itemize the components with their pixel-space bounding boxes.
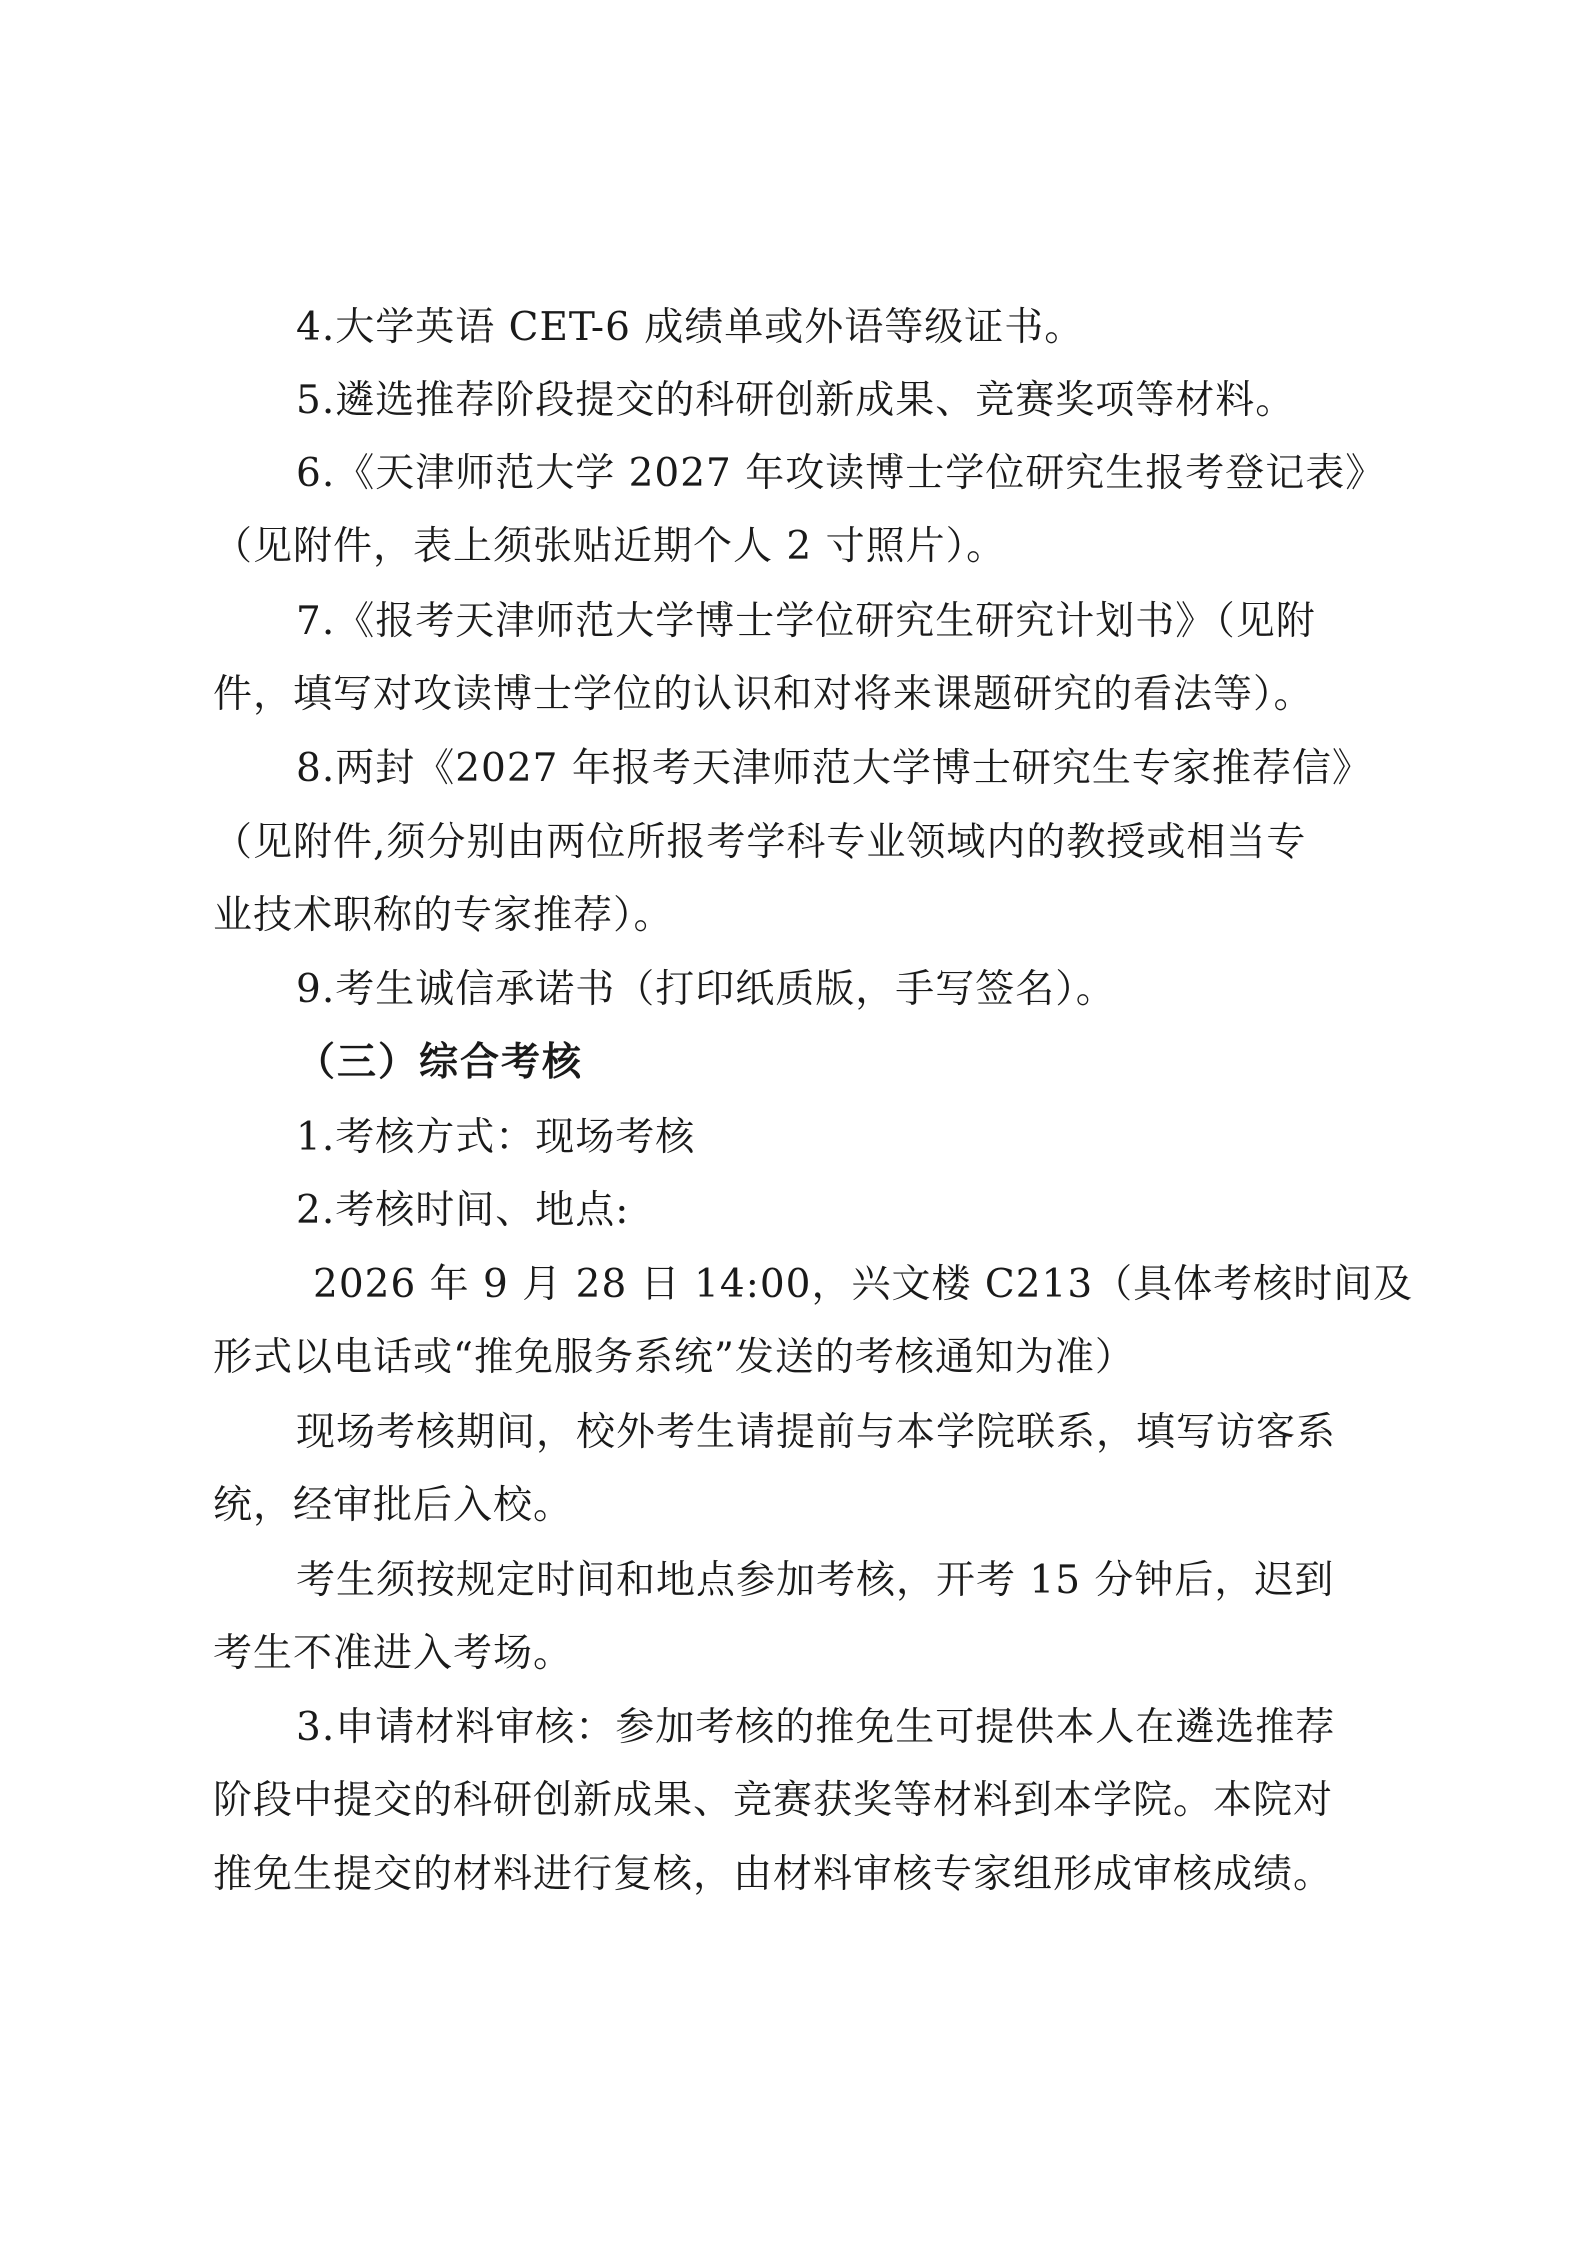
material-review-continued-2: 推免生提交的材料进行复核，由材料审核专家组形成审核成绩。 bbox=[213, 1852, 1334, 1897]
list-item-7: 7.《报考天津师范大学博士学位研究生研究计划书》（见附 bbox=[296, 599, 1316, 644]
list-item-9: 9.考生诚信承诺书（打印纸质版，手写签名）。 bbox=[296, 967, 1116, 1012]
assessment-schedule: 2026 年 9 月 28 日 14:00，兴文楼 C213（具体考核时间及 bbox=[313, 1262, 1414, 1307]
material-review-continued: 阶段中提交的科研创新成果、竞赛获奖等材料到本学院。本院对 bbox=[213, 1778, 1334, 1823]
visitor-notice-continued: 统，经审批后入校。 bbox=[213, 1483, 574, 1528]
list-item-7-continued: 件，填写对攻读博士学位的认识和对将来课题研究的看法等）。 bbox=[213, 672, 1314, 717]
assessment-method: 1.考核方式：现场考核 bbox=[296, 1115, 696, 1160]
list-item-6-continued: （见附件，表上须张贴近期个人 2 寸照片）。 bbox=[213, 524, 1007, 569]
assessment-schedule-continued: 形式以电话或“推免服务系统”发送的考核通知为准） bbox=[213, 1335, 1135, 1380]
list-item-4: 4.大学英语 CET-6 成绩单或外语等级证书。 bbox=[296, 305, 1085, 350]
section-heading: （三）综合考核 bbox=[296, 1040, 584, 1085]
list-item-8: 8.两封《2027 年报考天津师范大学博士研究生专家推荐信》 bbox=[296, 746, 1372, 791]
assessment-time-place-label: 2.考核时间、地点: bbox=[296, 1188, 630, 1233]
list-item-8-continued: （见附件,须分别由两位所报考学科专业领域内的教授或相当专 bbox=[213, 820, 1307, 865]
list-item-8-continued-2: 业技术职称的专家推荐）。 bbox=[213, 893, 674, 938]
material-review: 3.申请材料审核：参加考核的推免生可提供本人在遴选推荐 bbox=[296, 1705, 1336, 1750]
list-item-6: 6.《天津师范大学 2027 年攻读博士学位研究生报考登记表》 bbox=[296, 451, 1386, 496]
attendance-notice-continued: 考生不准进入考场。 bbox=[213, 1631, 574, 1676]
attendance-notice: 考生须按规定时间和地点参加考核，开考 15 分钟后，迟到 bbox=[296, 1558, 1335, 1603]
visitor-notice: 现场考核期间，校外考生请提前与本学院联系，填写访客系 bbox=[296, 1410, 1337, 1455]
list-item-5: 5.遴选推荐阶段提交的科研创新成果、竞赛奖项等材料。 bbox=[296, 378, 1296, 423]
